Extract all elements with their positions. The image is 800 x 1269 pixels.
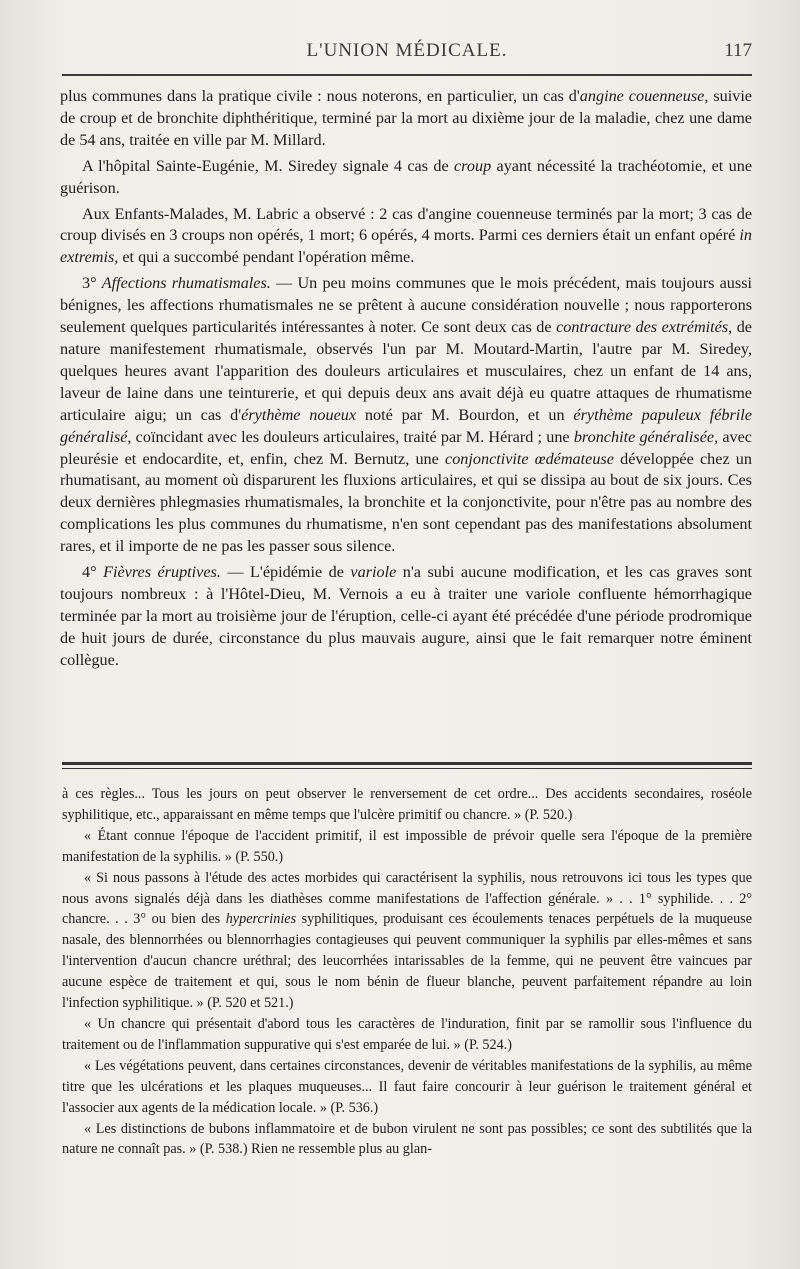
paragraph-fievres-eruptives [60,562,752,672]
text-run: de nature manifestement rhumatismale, observés l'un par M. Moutard-Martin, l'autre par M. Siredey, quelques heures avant l'apparition des douleurs articulaires et musculaires, chez un enfant de 14 ans, laveur de laine dans une teinturerie, et qui depuis deux ans avait déjà eu quatre attaques de rhumatisme articulaire aigu; un cas d' [60,318,752,424]
footnote-rule-thin [62,768,752,769]
italic-term: variole [350,563,397,582]
header-rule [62,74,752,76]
footnotes [62,784,752,1160]
italic-term: conjonctivite œdémateuse [445,449,614,468]
section-heading: Affections rhumatismales. [101,274,271,293]
text-run: syphilitiques, produisant ces écoulements tenaces perpétuels de la muqueuse nasale, des blennorrhées ou blennorrhagies contagieuses qui peuvent communiquer la syphilis par elles-mêmes et sans l'intervention d'aucun chancre uréthral; des leucorrhées intarissables de la femme, qui ne peuvent être vaincues par aucune espèce de traitement et qui, sous le nom bénin de flueur blanche, peuvent parfaitement répandre au loin l'infection syphilitique. » (P. 520 et 521.) [62,911,752,1012]
note-quote: « Un chancre qui présentait d'abord tous les caractères de l'induration, finit par se ramollir sous l'influence du traitement ou de l'inflammation suppurative qui s'est emparée de lui. » (P. 524.) [62,1015,752,1053]
text-run: plus communes dans la pratique civile : nous noterons, en particulier, un cas d' [60,87,580,105]
text-run: ayant nécessité la trachéotomie, et une guérison. [60,156,752,197]
italic-term: érythème noueux [241,405,357,424]
page-header [62,40,752,68]
italic-term: angine couenneuse, [579,87,709,105]
text-run: coïncidant avec les douleurs articulaires, traité par M. Hérard ; une [131,427,574,446]
text-run: suivie de croup et de bronchite diphthéritique, terminé par la mort au dixième jour de la maladie, chez une dame de 54 ans, traitée en ville par M. Millard. [60,87,752,149]
italic-term: érythème papuleux fébrile généralisé, [60,405,752,446]
text-run: et qui a succombé pendant l'opération même. [118,248,415,267]
text-run: 4° [82,563,104,582]
paragraph-angine [60,86,752,152]
text-run: « Si nous passons à l'étude des actes morbides qui caractérisent la syphilis, nous retrouvons ici tous les types que nous avons signalés déjà dans les diathèses comme manifestations de l'affection générale. » . . 1° syphilide. . . 2° chancre. . . 3° ou bien des [62,869,752,928]
text-run: 3° [82,274,102,293]
italic-term: croup [454,156,492,175]
text-run: développée chez un rhumatisant, au moment où disparurent les fluxions articulaires, et qui se dissipa au bout de six jours. Ces deux dernières phlegmasies rhumatismales, la bronchite et la conjonctivite, pour n'être pas au nombre des complications les plus communes du rhumatisme, n'en sont cependant pas des manifestations absolument rares, et il importe de ne pas les passer sous silence. [60,449,752,556]
section-heading: Fièvres éruptives. [103,563,221,582]
footnote-rule-thick [62,762,752,765]
italic-term: hypercrinies [225,911,297,928]
note-quote: « Les végétations peuvent, dans certaines circonstances, devenir de véritables manifestations de la syphilis, au même titre que les ulcérations et les plaques muqueuses... Il faut faire concourir à leur guérison le traitement général et l'associer aux agents de la médication locale. » (P. 536.) [62,1057,752,1116]
text-run: noté par M. Bourdon, et un [356,405,574,424]
paragraph-sainte-eugenie [60,156,752,200]
italic-term: in extremis, [60,226,752,267]
page-number: 117 [724,40,752,61]
text-run: A l'hôpital Sainte-Eugénie, M. Siredey signale 4 cas de [82,156,454,175]
text-run: avec pleurésie et endocardite, et, enfin, chez M. Bernutz, une [60,427,752,468]
note-quote: « Les distinctions de bubons inflammatoire et de bubon virulent ne sont pas possibles; ce sont des subtilités que la nature ne connaît pas. » (P. 538.) Rien ne ressemble plus au glan- [62,1120,752,1158]
text-run: — L'épidémie de [220,563,351,582]
running-title: L'UNION MÉDICALE. [306,40,508,61]
text-run: n'a subi aucune modification, et les cas graves sont toujours nombreux : à l'Hôtel-Dieu, M. Vernois a eu à traiter une variole confluente hémorrhagique terminée par la mort au troisième jour de l'éruption, celle-ci ayant été précédée d'une période prodromique de huit jours de durée, circonstance du plus mauvais augure, ainsi que le fait remarquer notre éminent collègue. [60,563,752,669]
note-continuation: à ces règles... Tous les jours on peut observer le renversement de cet ordre... Des accidents secondaires, roséole syphilitique, etc., apparaissant en même temps que l'ulcère primitif ou chancre. » (P. 520.) [62,786,752,823]
italic-term: contracture des extrémités, [556,318,733,337]
text-run: Aux Enfants-Malades, M. Labric a observé : 2 cas d'angine couenneuse terminés par la mort; 3 cas de croup divisés en 3 croups non opérés, 1 mort; 6 opérés, 4 morts. Parmi ces derniers était un enfant opéré [60,204,752,245]
note-quote [62,868,752,1014]
note-quote: « Étant connue l'époque de l'accident primitif, il est impossible de prévoir quelle sera l'époque de la première manifestation de la syphilis. » (P. 550.) [62,827,752,865]
italic-term: bronchite généralisée, [573,427,719,446]
paragraph-affections-rhumatismales [60,273,752,558]
text-run: — Un peu moins communes que le mois précédent, mais toujours aussi bénignes, les affections rhumatismales ne se prêtent à aucune considération nouvelle ; nous rapporterons seulement quelques particularités intéressantes à noter. Ce sont deux cas de [60,274,752,337]
paragraph-enfants-malades [60,204,752,270]
main-text [60,86,752,676]
